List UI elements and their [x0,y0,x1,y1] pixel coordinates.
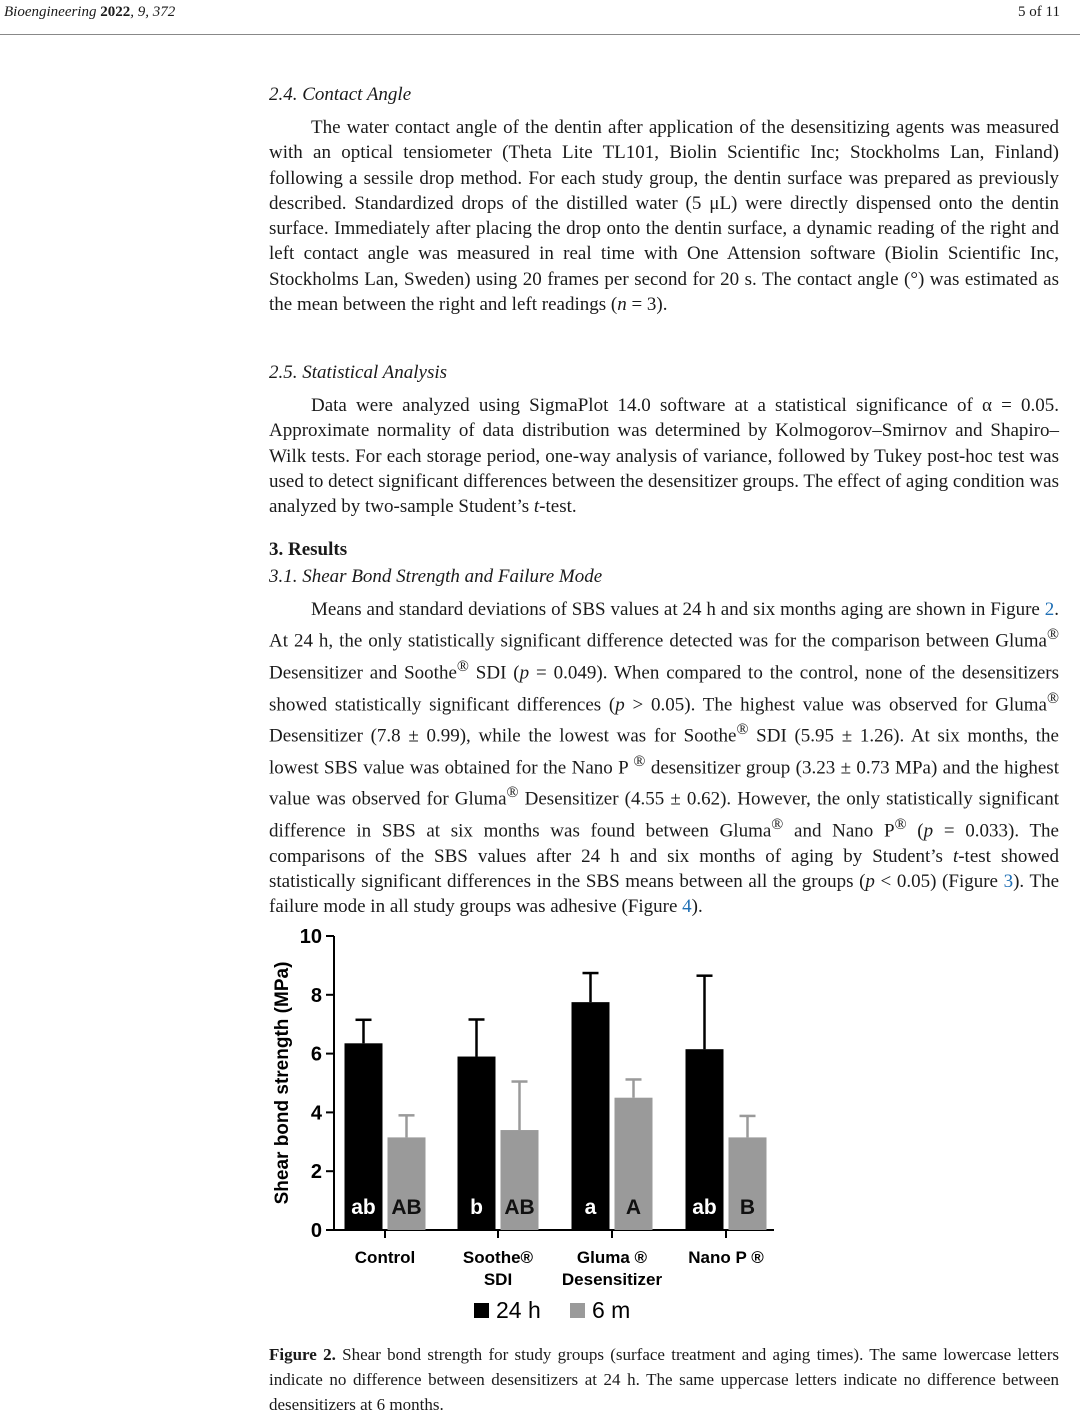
text-run: Desensitizer (7.8 ± 0.99), while the lowest was for Soothe [269,725,737,747]
figure-2 [262,918,782,1338]
paragraph-results [269,597,1059,920]
significance-letter: ab [351,1196,376,1219]
text-run: = 3). [626,294,668,316]
x-tick-label: Nano P ® [688,1248,764,1267]
text-run: Data were analyzed using SigmaPlot 14.0 software at a statistical significance of α = 0.05. Approximate normality of data distribution was determined by Kolmogorov–Smirnov and Shapiro–Wilk tests. For each storage period, one-way analysis of variance, followed by Tukey post-hoc test was used to detect significant differences between the desensitizer groups. The effect of aging condition was analyzed by two-sample Student’s [269,395,1059,518]
section-statistics [269,393,1059,519]
significance-letter: b [470,1196,483,1219]
x-tick-label: Desensitizer [561,1270,663,1289]
significance-letter: AB [504,1196,535,1219]
journal-citation [4,4,175,21]
section-contact-angle [269,115,1059,317]
section-title-results: 3. Results [269,539,348,560]
text-run: ). The failure mode in all study groups was adhesive (Figure [269,870,1059,918]
y-tick-label: 4 [310,1102,322,1125]
text-run: . At 24 h, the only statistically significant difference detected was for the comparison between Gluma [269,599,1059,652]
text-run: ). [691,896,703,918]
p-symbol: p [865,870,875,892]
legend-swatch [570,1303,585,1318]
x-tick-label: Control [354,1248,416,1267]
y-tick-label: 6 [310,1043,322,1066]
x-tick-label: Soothe® [462,1248,534,1267]
significance-letter: A [625,1196,642,1219]
bar-chart [262,918,782,1338]
y-axis-label: Shear bond strength (MPa) [272,961,293,1205]
text-run: SDI ( [468,662,520,684]
y-tick-label: 0 [310,1220,322,1242]
text-run: < 0.05) (Figure [874,870,1004,892]
paragraph-contact-angle [269,115,1059,317]
text-run: ( [906,820,924,842]
text-run: desensitizer group (3.23 ± 0.73 MPa) and the highest value was observed for Gluma [269,757,1059,810]
figure-2-link[interactable]: 2 [1044,599,1055,620]
registered-mark: ® [1046,689,1059,707]
y-tick-label: 10 [299,926,322,948]
registered-mark: ® [633,752,646,770]
y-tick-label: 2 [310,1161,322,1184]
header-divider [0,34,1080,35]
section-results [269,597,1059,920]
text-run-italic: n [617,294,627,316]
registered-mark: ® [456,657,469,675]
text-run: The water contact angle of the dentin after application of the desensitizing agents was measured with an optical tensiometer (Theta Lite TL101, Biolin Scientific Inc; Stockholms Lan, Finland) following a sessile drop method. For each study group, the dentin surface was prepared as previously described. Standardized drops of the distilled water (5 μL) were directly dispensed onto the dentin surface. Immediately after placing the drop onto the dentin surface, a dynamic reading of the right and left contact angle was measured in real time with One Attension software (Biolin Scientific Inc, Stockholms Lan, Sweden) using 20 frames per second for 20 s. The contact angle (°) was estimated as the mean between the right and left readings ( [269,117,1059,316]
t-symbol: t [952,845,959,867]
legend-label: 24 h [496,1297,541,1323]
caption-text: Shear bond strength for study groups (surface treatment and aging times). The same lowercase letters indicate no difference between desensitizers at 24 h. The same uppercase letters indicate no difference between desensitizers at 6 months. [269,1345,1059,1414]
section-title-statistics: 2.5. Statistical Analysis [269,362,448,383]
text-run: = 0.049). When compared to the control, none of the desensitizers showed statistically significant differences ( [269,662,1059,715]
text-run: Means and standard deviations of SBS values at 24 h and six months aging are shown in Figure [311,599,1045,620]
legend-swatch [474,1303,489,1318]
caption-label: Figure 2. [269,1345,336,1364]
text-run: -test showed statistically significant differences in the SBS means between all the groups ( [269,845,1059,892]
text-run-italic: t [533,496,540,518]
section-title-contact-angle: 2.4. Contact Angle [269,84,412,105]
figure-2-caption [269,1342,1059,1417]
x-tick-label: Gluma ® [576,1248,648,1267]
p-symbol: p [923,820,934,842]
text-run: -test. [539,496,577,518]
journal-volume: , 9, 372 [130,4,176,20]
page-header [0,0,1080,28]
text-run: = 0.033). The comparisons of the SBS values after 24 h and six months of aging by Student’s [269,820,1059,867]
registered-mark: ® [736,721,749,739]
registered-mark: ® [771,816,784,834]
page-number: 5 of 11 [1018,4,1060,20]
registered-mark: ® [506,784,519,802]
figure-4-link[interactable]: 4 [682,896,692,918]
significance-letter: a [584,1196,597,1219]
subsection-title-sbs: 3.1. Shear Bond Strength and Failure Mode [269,566,603,587]
registered-mark: ® [1046,626,1059,644]
text-run: and Nano P [783,820,895,842]
journal-name: Bioengineering [4,4,97,20]
paragraph-statistics [269,393,1059,519]
registered-mark: ® [894,816,907,834]
text-run: SDI (5.95 ± 1.26). At six months, the lowest SBS value was obtained for the Nano P [269,725,1059,779]
text-run: Desensitizer (4.55 ± 0.62). However, the only statistically significant difference in SBS at six months was found between Gluma [269,788,1059,842]
text-run: Desensitizer and Soothe [269,662,457,684]
significance-letter: ab [692,1196,717,1219]
y-tick-label: 8 [310,984,322,1007]
legend-label: 6 m [592,1297,631,1323]
figure-3-link[interactable]: 3 [1003,870,1014,892]
significance-letter: B [739,1196,756,1219]
p-symbol: p [519,662,530,684]
x-tick-label: SDI [483,1270,513,1289]
journal-year: 2022 [100,4,131,20]
text-run: > 0.05). The highest value was observed for Gluma [624,693,1047,715]
p-symbol: p [615,693,625,715]
significance-letter: AB [391,1196,422,1219]
